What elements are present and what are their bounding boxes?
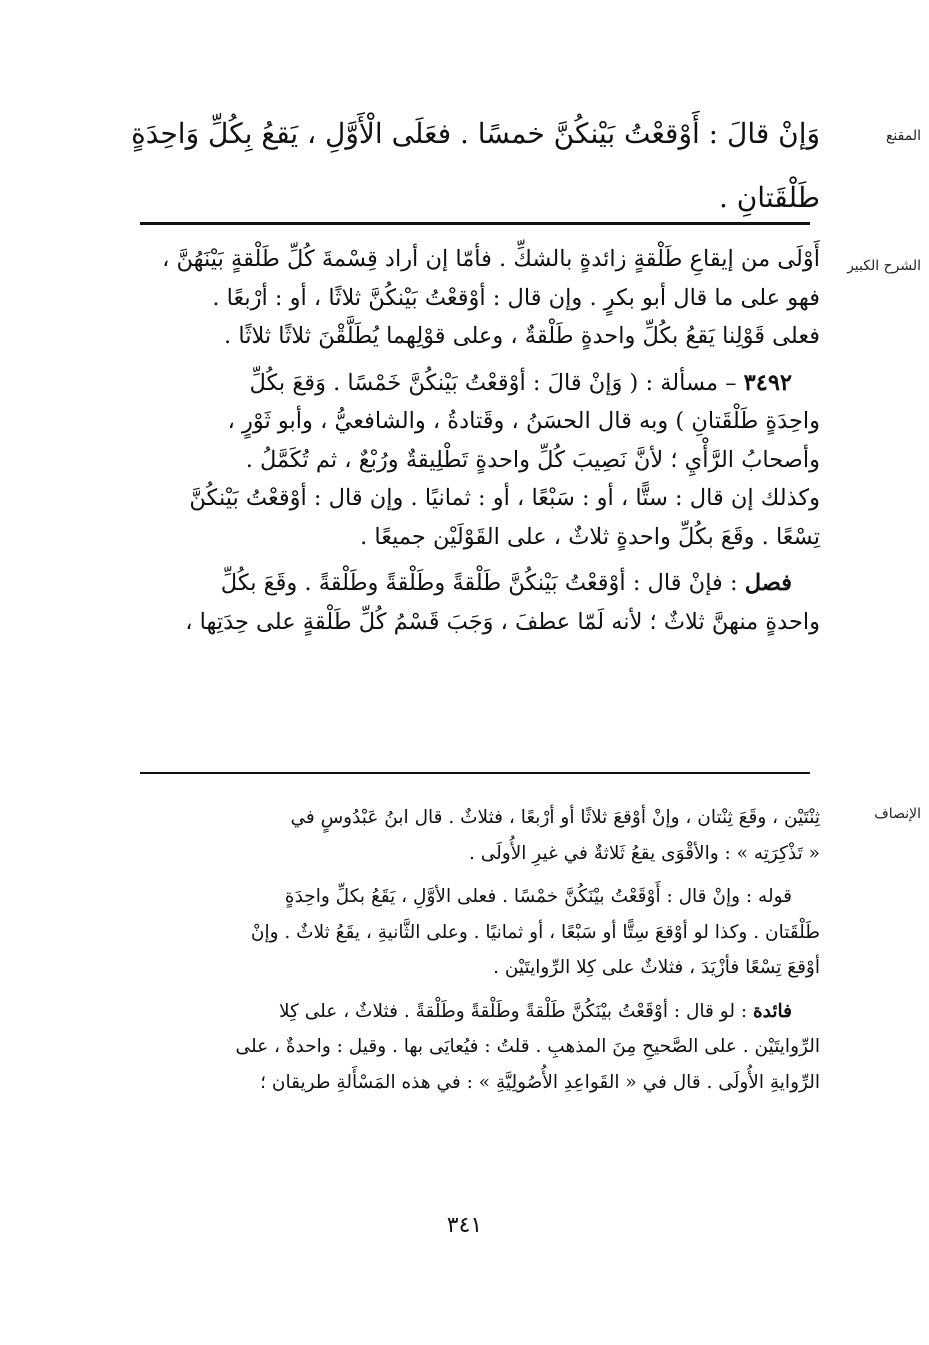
faida-line: فائدة : لو قال : أوْقَعْتُ بيْنَكُنَّ طَلْقةً وطَلْقةً وطَلْقةً . فثلاثٌ ، على كِلا <box>279 1000 792 1022</box>
insaf-text <box>130 800 820 1100</box>
text-line: « تَذْكِرَتِه » : والأقْوَى يقعُ ثَلاثةٌ في غيرِ الأُولَى . <box>468 842 820 864</box>
text-line: تِسْعًا . وقَعَ بكُلِّ واحدةٍ ثلاثٌ ، على القَوْلَيْن جميعًا . <box>360 523 820 550</box>
text-line: أَوْلَى من إيقاعِ طَلْقةٍ زائدةٍ بالشكِّ . فأمّا إن أراد قِسْمةَ كُلِّ طَلْقةٍ بَيْنَهُنَّ ، <box>162 246 820 272</box>
text-line: أوْقعَ تِسْعًا فأزْيَدَ ، فثلاثٌ على كِلا الرِّوايتَيْن . <box>493 957 820 978</box>
text-line: طَلْقَتانِ . <box>718 181 820 214</box>
text-line: وَإنْ قالَ : أَوْقعْتُ بَيْنكُنَّ خمسًا . فعَلَى الْأَوَّلِ ، يَقعُ بِكُلِّ وَاحِدَةٍ <box>131 117 820 150</box>
text-line: الرِّوايتَيْن . على الصَّحيحِ مِنَ المذهبِ . قلتُ : فيُعايَى بها . وقيل : واحدةٌ ، على <box>235 1036 820 1057</box>
text-line: واحدةٍ منهنَّ ثلاثٌ ؛ لأنه لَمّا عطفَ ، وَجَبَ قَسْمُ كُلِّ طَلْقةٍ على حِدَتِها ، <box>185 608 820 635</box>
text-line: قوله : وإنْ قال : أَوْقَعْتُ بيْنَكُنَّ خمْسًا . فعلى الأوَّلِ ، يَقَعُ بكلِّ واحِدَةٍ <box>284 886 792 907</box>
section-label-insaf: الإنصاف <box>874 806 921 822</box>
masala-heading-line: ٣٤٩٢ – مسألة : ( وَإنْ قالَ : أوْقعْتُ بَيْنكُنَّ خَمْسًا . وَقعَ بكُلِّ <box>249 369 792 396</box>
text-line: الرِّوايةِ الأُولَى . قال في « القَواعِدِ الأُصُولِيَّةِ » : في هذه المَسْأَلةِ طريقان ؛ <box>260 1071 820 1093</box>
page-number: ٣٤١ <box>446 1213 483 1238</box>
sharh-text <box>130 240 820 641</box>
faida-heading: فائدة <box>752 1000 792 1022</box>
text-line: ثِنْتَيْن ، وقَعَ ثِنْتان ، وإنْ أوْقعَ ثلاثًا أو أرْبعًا ، فثلاثٌ . قال ابنُ عَبْدُوسٍ في <box>290 807 820 828</box>
section-label-muqni: المقنع <box>885 128 921 144</box>
section-divider <box>140 222 810 225</box>
text-line: فهو على ما قال أبو بكرٍ . وإن قال : أوْقعْتُ بَيْنكُنَّ ثلاثًا ، أو : أرْبعًا . <box>212 284 820 311</box>
text-line: فعلى قَوْلِنا يَقعُ بكُلِّ واحدةٍ طَلْقةٌ ، وعلى قوْلِهما يُطَلَّقْنَ ثلاثًا ثلاثًا . <box>224 323 820 349</box>
fasl-heading: فصل <box>744 570 792 596</box>
text-line: وكذلك إن قال : ستًّا ، أو : سَبْعًا ، أو : ثمانيًا . وإن قال : أوْقعْتُ بَيْنكُنَّ <box>189 485 820 511</box>
section-label-sharh: الشرح الكبير <box>847 258 921 274</box>
text-line: وأصحابُ الرَّأْيِ ؛ لأنَّ نَصِيبَ كُلِّ واحدةٍ تَطْلِيقةٌ ورُبْعٌ ، ثم تُكَمَّلُ . <box>245 446 820 473</box>
section-divider <box>140 772 810 774</box>
muqni-text <box>130 102 820 230</box>
masala-number: ٣٤٩٢ <box>743 369 792 396</box>
text-line: واحِدَةٍ طَلْقَتانِ ) وبه قال الحسَنُ ، وقَتادةُ ، والشافعيُّ ، وأبو ثَوْرٍ ، <box>227 408 820 434</box>
text-line: طَلْقَتان . وكذا لو أوْقعَ سِتًّا أو سَبْعًا ، أو ثمانيًا . وعلى الثَّانيةِ ، يقَعُ ثلاثٌ . وإنْ <box>250 921 820 943</box>
fasl-line: فصل : فإنْ قال : أوْقعْتُ بَيْنكُنَّ طَلْقةً وطَلْقةً وطَلْقةً . وقَعَ بكُلِّ <box>220 570 792 596</box>
